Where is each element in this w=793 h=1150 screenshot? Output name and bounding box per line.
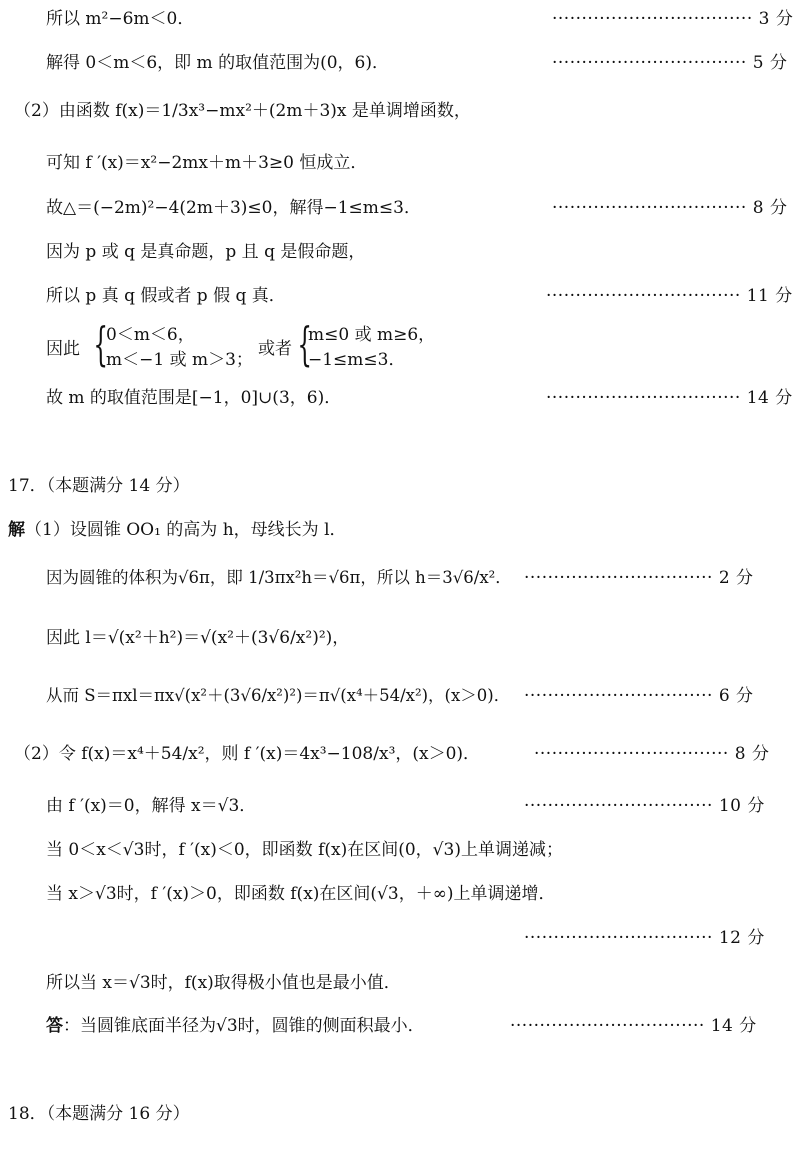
q17-intro-text: （1）设圆锥 OO₁ 的高为 h，母线长为 l． [25,520,347,540]
points-discriminant: ································· 8 分 [552,198,788,218]
l-expression: 因此 l＝√(x²＋h²)＝√(x²＋(3√6/x²)²)， [46,628,350,648]
derivative-condition: 可知 f ′(x)＝x²−2mx＋m＋3≥0 恒成立． [46,153,368,173]
volume-line: 因为圆锥的体积为√6π，即 1/3πx²h＝√6π，所以 h＝3√6/x²． [46,568,512,587]
points-s: ································ 6 分 [524,686,754,706]
points-line-2: ································· 5 分 [552,53,788,73]
points-increasing: ································ 12 分 [524,928,765,948]
answer-label: 答 [46,1016,63,1036]
system-a-line-1: 0＜m＜6， [106,325,195,345]
final-range: 故 m 的取值范围是[−1，0]∪(3，6)． [46,388,342,408]
points-answer: ································· 14 分 [510,1016,757,1036]
system-prefix: 因此 [46,339,80,359]
decreasing-line: 当 0＜x＜√3时，f ′(x)＜0，即函数 f(x)在区间(0，√3)上单调递减； [46,840,563,860]
q17-intro [8,522,347,539]
increasing-line: 当 x＞√3时，f ′(x)＞0，即函数 f(x)在区间(√3，＋∞)上单调递增． [46,884,556,904]
logic-line-2: 所以 p 真 q 假或者 p 假 q 真． [46,286,286,306]
zero-line: 由 f ′(x)＝0，解得 x＝√3． [46,796,257,816]
minimum-line: 所以当 x＝√3时，f(x)取得极小值也是最小值． [46,973,401,993]
points-volume: ································ 2 分 [524,568,754,588]
answer-text: ：当圆锥底面半径为√3时，圆锥的侧面积最小． [63,1016,425,1036]
part2-function: （2）由函数 f(x)＝1/3x³−mx²＋(2m＋3)x 是单调增函数， [14,101,471,121]
solve-label: 解 [8,520,25,540]
prev-line-2: 解得 0＜m＜6，即 m 的取值范围为(0，6)． [46,53,389,73]
system-or: 或者 [258,339,292,359]
system-a-line-2: m＜−1 或 m＞3； [106,350,253,370]
answer-line [46,1018,425,1035]
left-brace-a: { [93,317,108,371]
logic-line-1: 因为 p 或 q 是真命题，p 且 q 是假命题， [46,242,366,262]
q17-heading: 17．（本题满分 14 分） [8,476,190,496]
points-line-1: ·································· 3 分 [552,9,793,29]
prev-line-1: 所以 m²−6m＜0． [46,9,195,29]
points-final: ································· 14 分 [546,388,793,408]
s-expression: 从而 S＝πxl＝πx√(x²＋(3√6/x²)²)＝π√(x⁴＋54/x²)，(x＞0)． [46,686,511,705]
discriminant-line: 故△＝(−2m)²−4(2m＋3)≤0，解得−1≤m≤3． [46,198,421,218]
system-b-line-2: −1≤m≤3． [308,350,406,370]
points-zero: ································ 10 分 [524,796,765,816]
q17-part2: （2）令 f(x)＝x⁴＋54/x²，则 f ′(x)＝4x³−108/x³，(x＞0)． [14,744,481,764]
left-brace-b: { [297,317,312,371]
points-logic: ································· 11 分 [546,286,793,306]
q18-heading: 18．（本题满分 16 分） [8,1104,190,1124]
system-b-line-1: m≤0 或 m≥6， [308,325,436,345]
points-part2: ································· 8 分 [534,744,770,764]
